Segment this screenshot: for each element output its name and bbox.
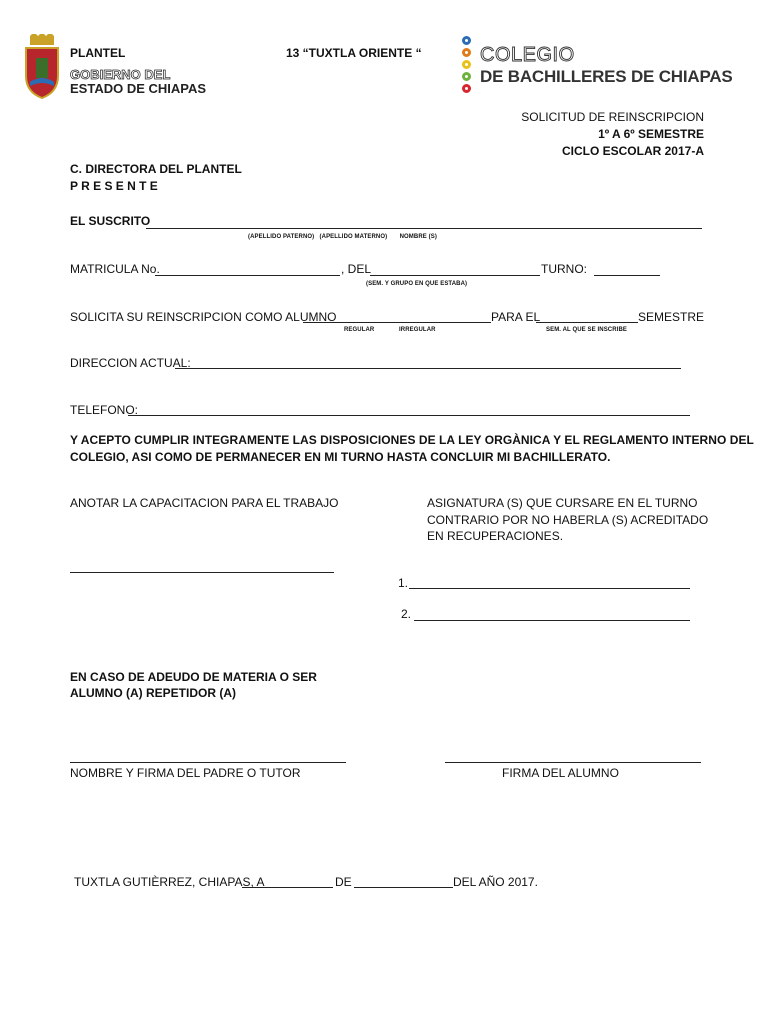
suscrito-blank[interactable] [146, 228, 702, 229]
telefono-label: TELEFONO: [70, 403, 139, 417]
asignaturas-line-2: CONTRARIO POR NO HABERLA (S) ACREDITADO [427, 513, 709, 527]
suscrito-hints: (APELLIDO PATERNO) (APELLIDO MATERNO) NOMBRE (S) [248, 234, 437, 240]
del-label: , DEL [341, 262, 372, 276]
semestre-blank[interactable] [536, 322, 638, 323]
logo-dot-yellow [462, 60, 471, 69]
semestre-hint: SEM. AL QUE SE INSCRIBE [546, 327, 627, 333]
grupo-blank[interactable] [370, 275, 540, 276]
college-name-line-2: DE BACHILLERES DE CHIAPAS [480, 67, 733, 86]
para-el-label: PARA EL [491, 310, 541, 324]
direccion-blank[interactable] [175, 368, 681, 369]
statement-line-1: Y ACEPTO CUMPLIR INTEGRAMENTE LAS DISPOSICIONES DE LA LEY ORGÀNICA Y EL REGLAMENTO INTERNO DEL [70, 433, 754, 447]
solicita-label: SOLICITA SU REINSCRIPCION COMO ALUMNO [70, 310, 337, 324]
asignaturas-line-3: EN RECUPERACIONES. [427, 529, 564, 543]
regular-hint: REGULAR [344, 327, 375, 333]
parent-signature-line[interactable] [70, 762, 346, 763]
direccion-label: DIRECCION ACTUAL: [70, 356, 191, 370]
capacitacion-label: ANOTAR LA CAPACITACION PARA EL TRABAJO [70, 496, 339, 510]
state-government-name [70, 68, 206, 96]
plantel-name: 13 “TUXTLA ORIENTE “ [286, 46, 422, 60]
school-cycle: CICLO ESCOLAR 2017-A [561, 144, 704, 158]
adeudo-line-2: ALUMNO (A) REPETIDOR (A) [70, 686, 236, 700]
year-label: DEL AÑO 2017. [453, 875, 538, 889]
logo-dot-orange [462, 48, 471, 57]
gov-line-2: ESTADO DE CHIAPAS [70, 81, 207, 96]
matricula-blank[interactable] [155, 275, 340, 276]
turno-blank[interactable] [594, 275, 660, 276]
asignaturas-line-1: ASIGNATURA (S) QUE CURSARE EN EL TURNO [427, 496, 698, 510]
adeudo-line-1: EN CASO DE ADEUDO DE MATERIA O SER [70, 670, 317, 684]
form-title: SOLICITUD DE REINSCRIPCION [521, 110, 704, 124]
suscrito-label: EL SUSCRITO [70, 214, 151, 228]
state-coat-of-arms [22, 34, 62, 100]
tipo-alumno-blank[interactable] [303, 322, 491, 323]
college-name-line-1: COLEGIO [480, 44, 575, 66]
asignatura-item-2-blank[interactable] [414, 620, 690, 621]
de-label: DE [335, 875, 352, 889]
student-signature-label: FIRMA DEL ALUMNO [502, 766, 619, 780]
logo-dot-blue [462, 36, 471, 45]
telefono-blank[interactable] [128, 415, 690, 416]
addressee-director: C. DIRECTORA DEL PLANTEL [70, 162, 242, 176]
plantel-label: PLANTEL [70, 46, 126, 60]
asignatura-item-1-blank[interactable] [409, 588, 690, 589]
asignatura-item-2-number: 2. [401, 607, 412, 621]
month-blank[interactable] [354, 887, 453, 888]
logo-dot-green [462, 72, 471, 81]
parent-signature-label: NOMBRE Y FIRMA DEL PADRE O TUTOR [70, 766, 301, 780]
turno-label: TURNO: [541, 262, 587, 276]
gov-line-1: GOBIERNO DEL [70, 67, 171, 82]
semestre-label: SEMESTRE [638, 310, 705, 324]
matricula-label: MATRICULA No. [70, 262, 160, 276]
semester-range: 1º A 6º SEMESTRE [598, 127, 704, 141]
irregular-hint: IRREGULAR [399, 327, 436, 333]
grupo-hint: (SEM. Y GRUPO EN QUE ESTABA) [366, 281, 468, 287]
student-signature-line[interactable] [445, 762, 701, 763]
logo-dot-red [462, 84, 471, 93]
addressee-presente: P R E S E N T E [70, 179, 158, 193]
statement-line-2: COLEGIO, ASI COMO DE PERMANECER EN MI TURNO HASTA CONCLUIR MI BACHILLERATO. [70, 450, 611, 464]
day-blank[interactable] [242, 887, 333, 888]
asignatura-item-1-number: 1. [398, 576, 409, 590]
place-label: TUXTLA GUTIÈRREZ, CHIAPAS, A [74, 875, 265, 889]
capacitacion-blank[interactable] [70, 572, 334, 573]
college-logo-mark [460, 36, 476, 98]
